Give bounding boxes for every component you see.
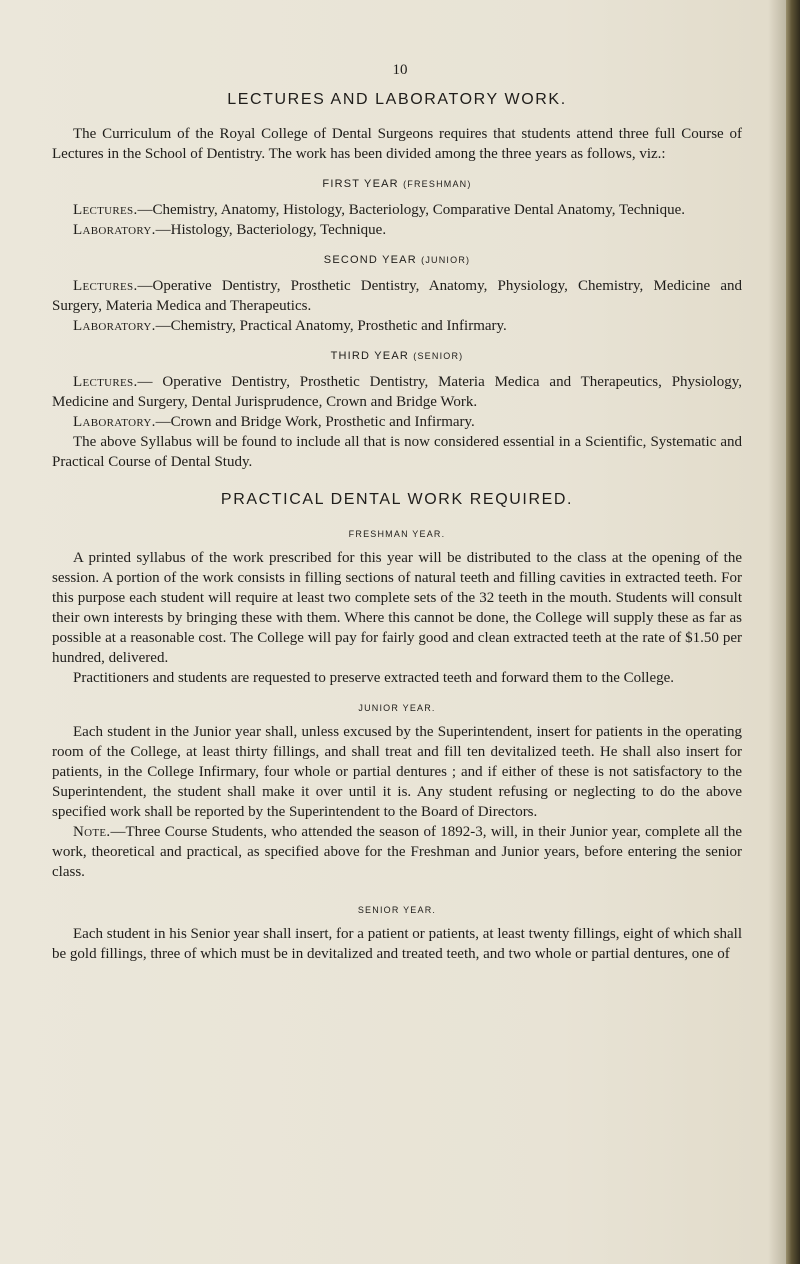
second-year-title: SECOND YEAR xyxy=(323,254,417,266)
second-year-tag: (JUNIOR) xyxy=(421,255,471,265)
syllabus-note: The above Syllabus will be found to include all that is now considered essential in a Scientific, Systematic and Practical Course of Dental Study. xyxy=(52,434,742,470)
spacer xyxy=(52,882,742,890)
freshman-year-heading: FRESHMAN YEAR. xyxy=(348,529,446,539)
third-year-lectures xyxy=(52,372,742,412)
book-binding-edge xyxy=(786,0,800,1264)
freshman-paragraph-1: A printed syllabus of the work prescribed for this year will be distributed to the class at the opening of the session. A portion of the work consists in filling sections of natural teeth and filling cavities in extracted teeth. For this purpose each student will require at least two complete sets of the 32 teeth in the mouth. Students will consult their own interests by bringing these with them. Where this cannot be done, the College will supply these as far as possible at a reasonable cost. The College will pay for fairly good and clean extracted teeth at the rate of $1.50 per hundred, delivered. xyxy=(52,550,742,666)
first-year-heading xyxy=(52,174,742,194)
page-number: 10 xyxy=(392,62,408,78)
third-year-heading xyxy=(52,346,742,366)
first-year-laboratory xyxy=(52,220,742,240)
laboratory-label: Laboratory. xyxy=(73,318,156,334)
heading-lectures-laboratory: LECTURES AND LABORATORY WORK. xyxy=(227,91,567,108)
second-year-lectures-text: —Operative Dentistry, Prosthetic Dentistry, Anatomy, Physiology, Chemistry, Medicine and Surgery, Materia Medica and Therapeutics. xyxy=(52,278,742,314)
lectures-label: Lectures. xyxy=(73,278,138,294)
laboratory-label: Laboratory. xyxy=(73,414,156,430)
binding-shadow xyxy=(768,0,786,1264)
lectures-label: Lectures. xyxy=(73,202,138,218)
second-year-lectures xyxy=(52,276,742,316)
laboratory-label: Laboratory. xyxy=(73,222,156,238)
second-year-laboratory xyxy=(52,316,742,336)
first-year-lectures xyxy=(52,200,742,220)
page-content xyxy=(52,60,742,964)
third-year-tag: (SENIOR) xyxy=(413,351,464,361)
first-year-title: FIRST YEAR xyxy=(322,178,399,190)
junior-note-text: —Three Course Students, who attended the season of 1892-3, will, in their Junior year, complete all the work, theoretical and practical, as specified above for the Freshman and Junior years, before entering the senior class. xyxy=(52,824,742,880)
lectures-label: Lectures. xyxy=(73,374,138,390)
second-year-laboratory-text: —Chemistry, Practical Anatomy, Prosthetic and Infirmary. xyxy=(155,318,507,334)
third-year-laboratory-text: —Crown and Bridge Work, Prosthetic and Infirmary. xyxy=(155,414,475,430)
third-year-lectures-text: — Operative Dentistry, Prosthetic Dentistry, Materia Medica and Therapeutics, Physiology, Medicine and Surgery, Dental Jurisprudence, Crown and Bridge Work. xyxy=(52,374,742,410)
first-year-laboratory-text: —Histology, Bacteriology, Technique. xyxy=(155,222,387,238)
third-year-title: THIRD YEAR xyxy=(330,350,410,362)
freshman-paragraph-2: Practitioners and students are requested to preserve extracted teeth and forward them to the College. xyxy=(73,670,675,686)
junior-paragraph-1: Each student in the Junior year shall, unless excused by the Superintendent, insert for patients in the operating room of the College, at least thirty fillings, and shall treat and fill ten devitalized teeth. He shall also insert for patients, in the College Infirmary, four whole or partial dentures ; and if either of these is not satisfactory to the Superintendent, the student shall make it over until it is. Any student refusing or neglecting to do the above specified work shall be reported by the Superintendent to the Board of Directors. xyxy=(52,724,742,820)
first-year-tag: (FRESHMAN) xyxy=(403,179,472,189)
junior-note xyxy=(52,822,742,882)
intro-paragraph: The Curriculum of the Royal College of Dental Surgeons requires that students attend three full Course of Lectures in the School of Dentistry. The work has been divided among the three years as follows, viz.: xyxy=(52,126,742,162)
heading-practical-dental-work: PRACTICAL DENTAL WORK REQUIRED. xyxy=(220,491,574,508)
senior-year-heading: SENIOR YEAR. xyxy=(357,905,437,915)
third-year-laboratory xyxy=(52,412,742,432)
first-year-lectures-text: —Chemistry, Anatomy, Histology, Bacteriology, Comparative Dental Anatomy, Technique. xyxy=(137,202,685,218)
note-label: Note. xyxy=(73,824,111,840)
junior-year-heading: JUNIOR YEAR. xyxy=(358,703,436,713)
senior-paragraph-1: Each student in his Senior year shall insert, for a patient or patients, at least twenty fillings, eight of which shall be gold fillings, three of which must be in devitalized and treated teeth, and two whole or partial dentures, one of xyxy=(52,926,742,962)
second-year-heading xyxy=(52,250,742,270)
